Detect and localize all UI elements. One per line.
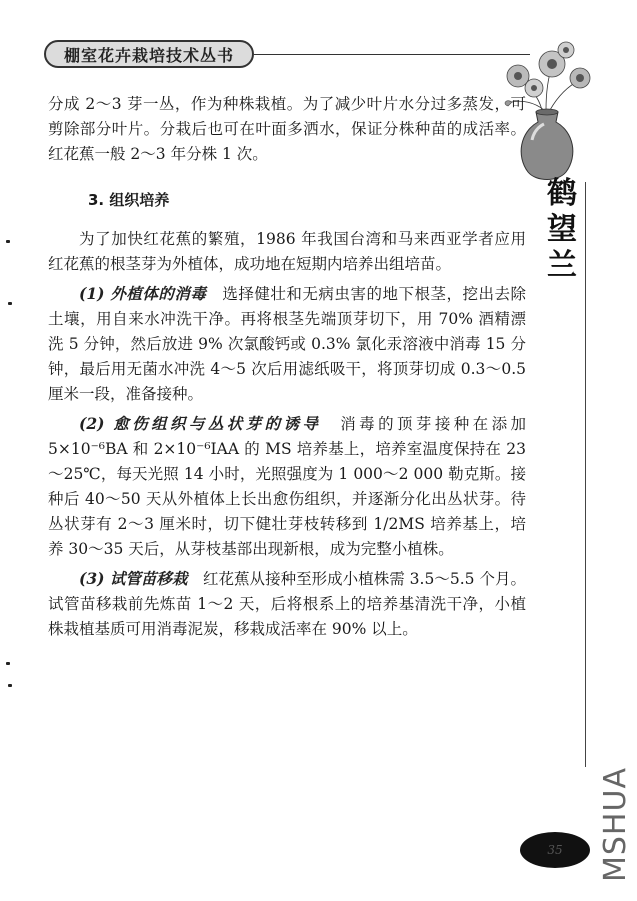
header-rule — [254, 54, 530, 55]
step-heading: (3) 试管苗移栽 — [79, 569, 188, 588]
vase-icon — [521, 112, 573, 180]
step-heading: (2) 愈伤组织与丛状芽的诱导 — [79, 414, 322, 433]
step-paragraph-1 — [48, 281, 526, 407]
scan-mark — [6, 240, 10, 243]
step-text: 红花蕉从接种至形成小植株需 3.5～5.5 个月。试管苗移栽前先炼苗 1～2 天，后将根系上的培养基清洗干净，小植株栽植基质可用消毒泥炭，移栽成活率在 90% 以上。 — [48, 570, 526, 638]
side-chapter-title — [545, 176, 579, 284]
step-paragraph-2 — [48, 411, 526, 562]
step-text: 选择健壮和无病虫害的地下根茎，挖出去除土壤，用自来水冲洗干净。再将根茎先端顶芽切下，用 70% 酒精漂洗 5 分钟，然后放进 9% 次氯酸钙或 0.3% 氯化汞溶液中消毒 15 分钟，最后用无菌水冲洗 4～5 次后用滤纸吸干，将顶芽切成 0.3～0.5 厘米一段，准备接种。 — [48, 285, 526, 403]
intro-paragraph: 为了加快红花蕉的繁殖，1986 年我国台湾和马来西亚学者应用红花蕉的根茎芽为外植体，成功地在短期内培养出组培苗。 — [48, 230, 526, 273]
step-heading: (1) 外植体的消毒 — [79, 284, 207, 303]
side-char: 兰 — [547, 248, 577, 283]
step-paragraph-3 — [48, 566, 526, 642]
page-number: 35 — [547, 843, 563, 857]
page-number-badge — [520, 832, 590, 868]
page-body — [48, 92, 526, 642]
flower-icon — [507, 42, 590, 97]
side-char: 鹤 — [547, 176, 577, 211]
side-char: 望 — [547, 212, 577, 247]
step-text: 消毒的顶芽接种在添加 5×10⁻⁶BA 和 2×10⁻⁶IAA 的 MS 培养基上，培养室温度保持在 23～25℃，每天光照 14 小时，光照强度为 1 000～2 000 勒克斯。接种后 40～50 天从外植体上长出愈伤组织，并逐渐分化出丛状芽。待丛状芽有 2～3 厘米时，切下健壮芽枝转移到 1/2MS 培养基上，培养 30～35 天后，从芽枝基部出现新根，成为完整小植株。 — [48, 415, 526, 558]
scan-mark — [8, 302, 12, 305]
scan-mark — [6, 662, 10, 665]
section-heading: 3. 组织培养 — [88, 191, 170, 209]
side-rule — [585, 182, 586, 767]
scan-mark — [8, 684, 12, 687]
series-title-banner — [44, 40, 254, 68]
series-title: 棚室花卉栽培技术丛书 — [63, 45, 234, 65]
paragraph-continued: 分成 2～3 芽一丛，作为种株栽植。为了减少叶片水分过多蒸发，可剪除部分叶片。分栽后也可在叶面多洒水，保证分株种苗的成活率。红花蕉一般 2～3 年分株 1 次。 — [48, 95, 526, 163]
watermark: MSHUA — [598, 767, 633, 882]
